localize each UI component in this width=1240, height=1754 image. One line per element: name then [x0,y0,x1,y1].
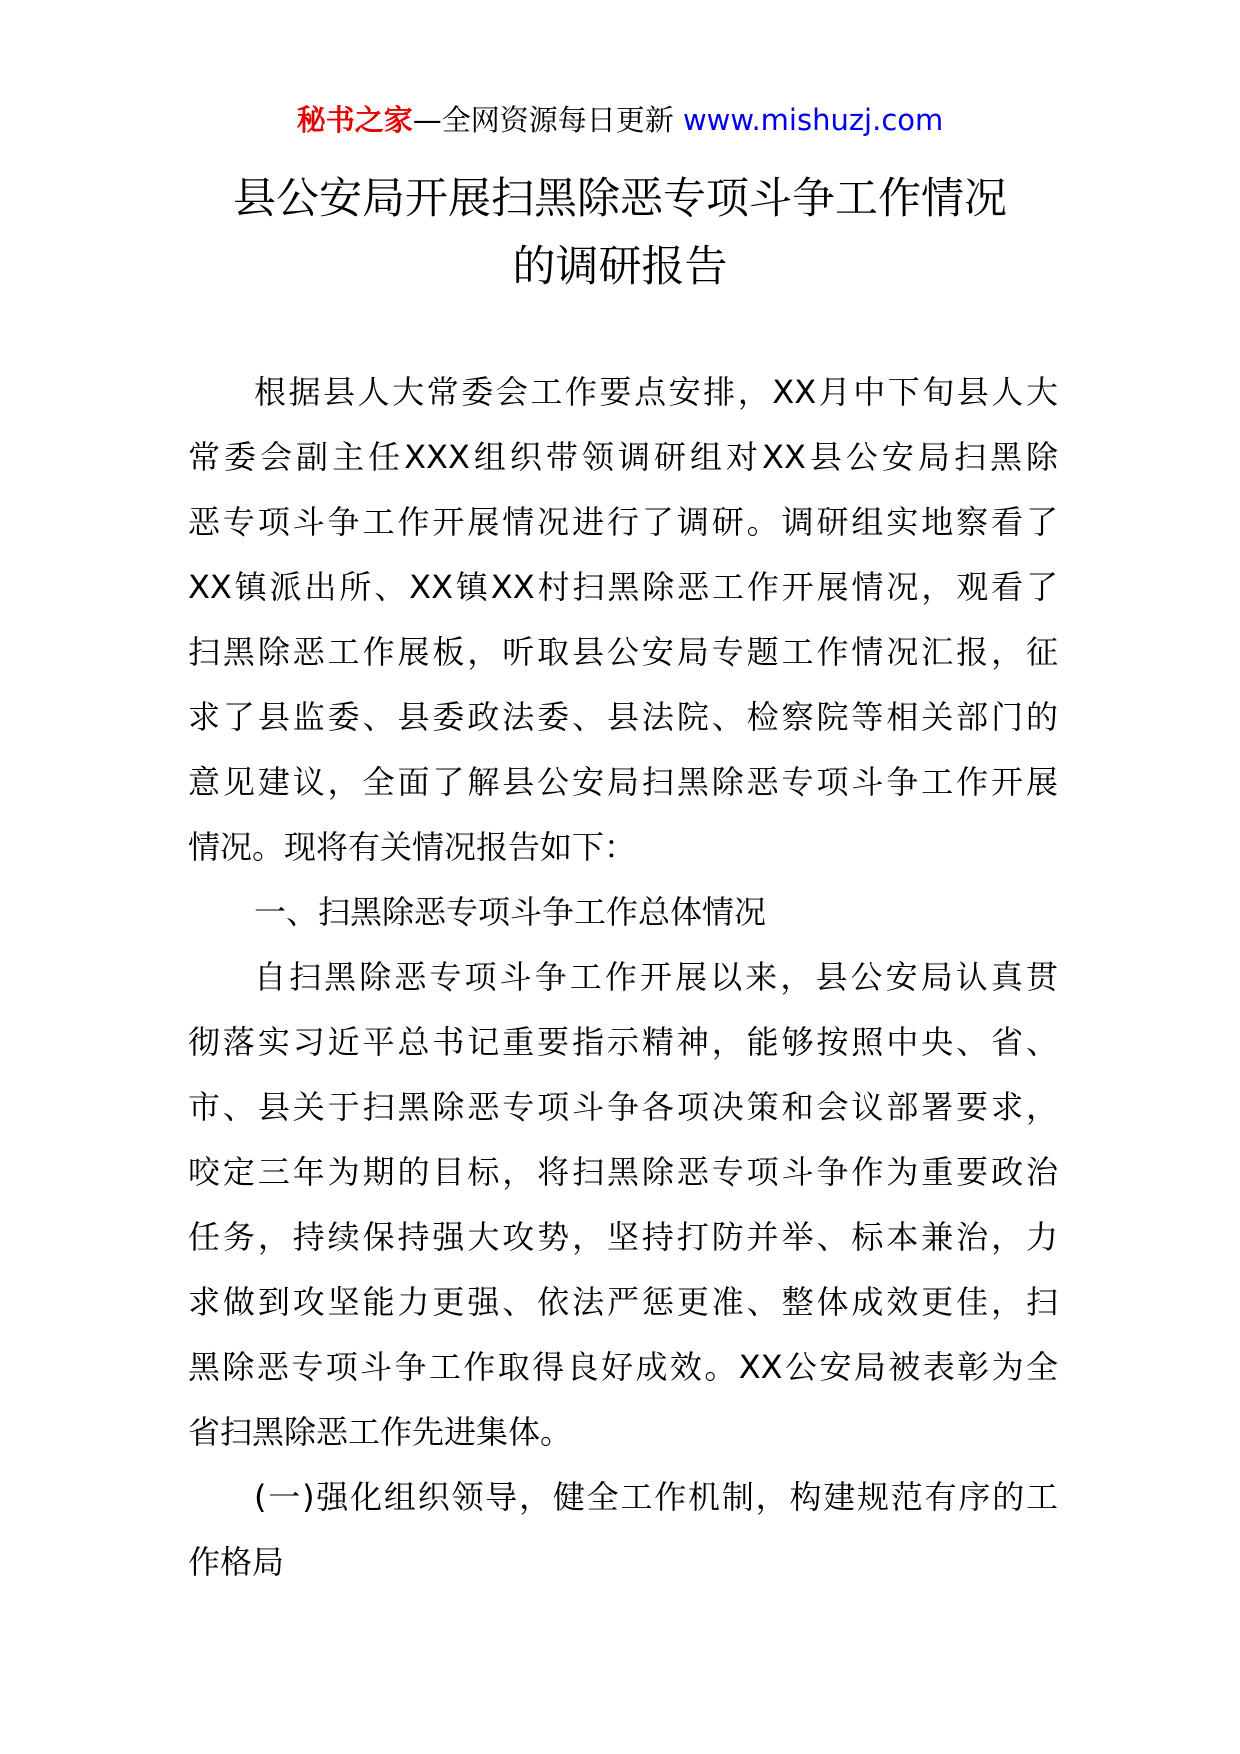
body-line: XX镇派出所、XX镇XX村扫黑除恶工作开展情况，观看了 [188,568,1058,606]
body-line: 市、县关于扫黑除恶专项斗争各项决策和会议部署要求， [188,1088,1058,1126]
body-line: 黑除恶专项斗争工作取得良好成效。XX公安局被表彰为全 [188,1348,1058,1386]
brand-name: 秘书之家 [296,103,413,137]
body-line: 求了县监委、县委政法委、县法院、检察院等相关部门的 [188,698,1058,736]
body-line: 意见建议，全面了解县公安局扫黑除恶专项斗争工作开展 [188,763,1058,801]
section-heading: 一、扫黑除恶专项斗争工作总体情况 [254,893,767,931]
document-body [188,360,1058,1595]
site-header [0,100,1240,140]
body-line: 咬定三年为期的目标，将扫黑除恶专项斗争作为重要政治 [188,1153,1058,1191]
body-line: 任务，持续保持强大攻势，坚持打防并举、标本兼治，力 [188,1218,1058,1256]
body-line: 彻落实习近平总书记重要指示精神，能够按照中央、省、 [188,1023,1058,1061]
body-line: 自扫黑除恶专项斗争工作开展以来，县公安局认真贯 [254,958,1058,996]
header-tagline: —全网资源每日更新 [412,103,674,137]
site-url-link[interactable]: www.mishuzj.com [682,103,944,137]
document-title [0,165,1240,301]
title-line-1: 县公安局开展扫黑除恶专项斗争工作情况 [233,174,1007,224]
subsection-heading: (一)强化组织领导，健全工作机制，构建规范有序的工 [254,1478,1058,1516]
body-line: 恶专项斗争工作开展情况进行了调研。调研组实地察看了 [188,503,1058,541]
title-line-2: 的调研报告 [512,242,728,292]
body-line: 扫黑除恶工作展板，听取县公安局专题工作情况汇报，征 [188,633,1058,671]
body-line: 省扫黑除恶工作先进集体。 [188,1413,573,1451]
body-line: 求做到攻坚能力更强、依法严惩更准、整体成效更佳，扫 [188,1283,1058,1321]
subsection-heading-cont: 作格局 [188,1543,285,1581]
body-line: 常委会副主任XXX组织带领调研组对XX县公安局扫黑除 [188,438,1058,476]
body-line: 情况。现将有关情况报告如下： [188,828,637,866]
body-line: 根据县人大常委会工作要点安排，XX月中下旬县人大 [254,373,1058,411]
